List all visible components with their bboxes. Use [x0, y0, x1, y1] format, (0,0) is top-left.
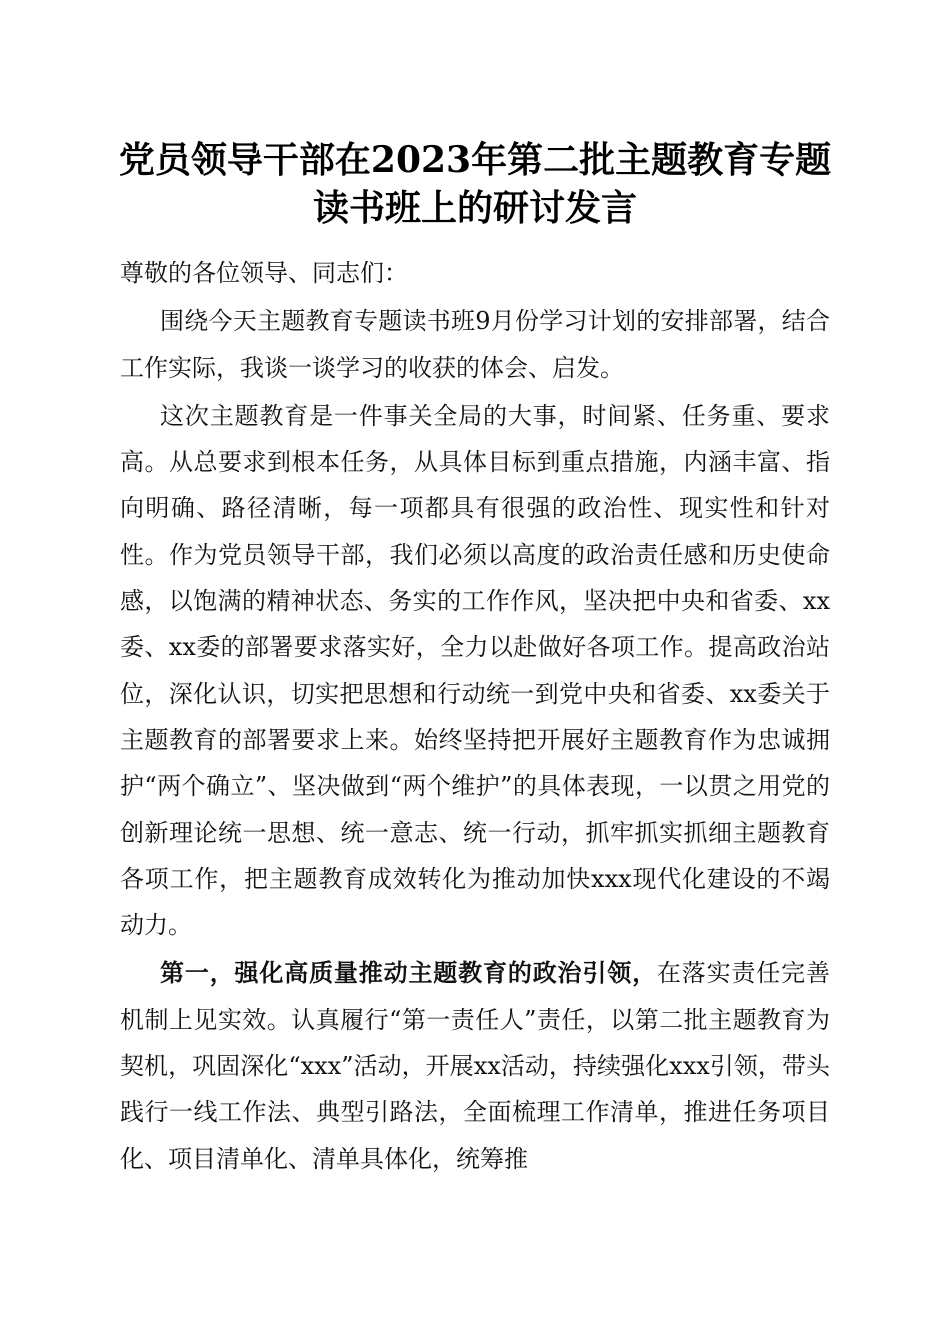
salutation: 尊敬的各位领导、同志们： [120, 259, 408, 287]
paragraph-main: 这次主题教育是一件事关全局的大事，时间紧、任务重、要求高。从总要求到根本任务，从具体目标到重点措施，内涵丰富、指向明确、路径清晰，每一项都具有很强的政治性、现实性和针对性。作为党员领导干部，我们必须以高度的政治责任感和历史使命感，以饱满的精神状态、务实的工作作风，坚决把中央和省委、xx委、xx委的部署要求落实好，全力以赴做好各项工作。提高政治站位，深化认识，切实把思想和行动统一到党中央和省委、xx委关于主题教育的部署要求上来。始终坚持把开展好主题教育作为忠诚拥护“两个确立”、坚决做到“两个维护”的具体表现，一以贯之用党的创新理论统一思想、统一意志、统一行动，抓牢抓实抓细主题教育各项工作，把主题教育成效转化为推动加快xxx现代化建设的不竭动力。 [120, 401, 830, 940]
paragraph-intro: 围绕今天主题教育专题读书班9月份学习计划的安排部署，结合工作实际，我谈一谈学习的收获的体会、启发。 [120, 307, 830, 382]
document-title-line-2: 读书班上的研讨发言 [312, 187, 637, 229]
paragraph-first-point-text: 在落实责任完善机制上见实效。认真履行“第一责任人”责任，以第二批主题教育为契机，巩固深化“xxx”活动，开展xx活动，持续强化xxx引领，带头践行一线工作法、典型引路法，全面梳理工作清单，推进任务项目化、项目清单化、清单具体化，统筹推 [120, 959, 830, 1173]
paragraph-first-point-lead: 第一，强化高质量推动主题教育的政治引领， [160, 958, 657, 988]
document-body [120, 250, 830, 1182]
paragraph-first-point [120, 950, 830, 1181]
document-title-line-1: 党员领导干部在2023年第二批主题教育专题 [118, 139, 832, 181]
